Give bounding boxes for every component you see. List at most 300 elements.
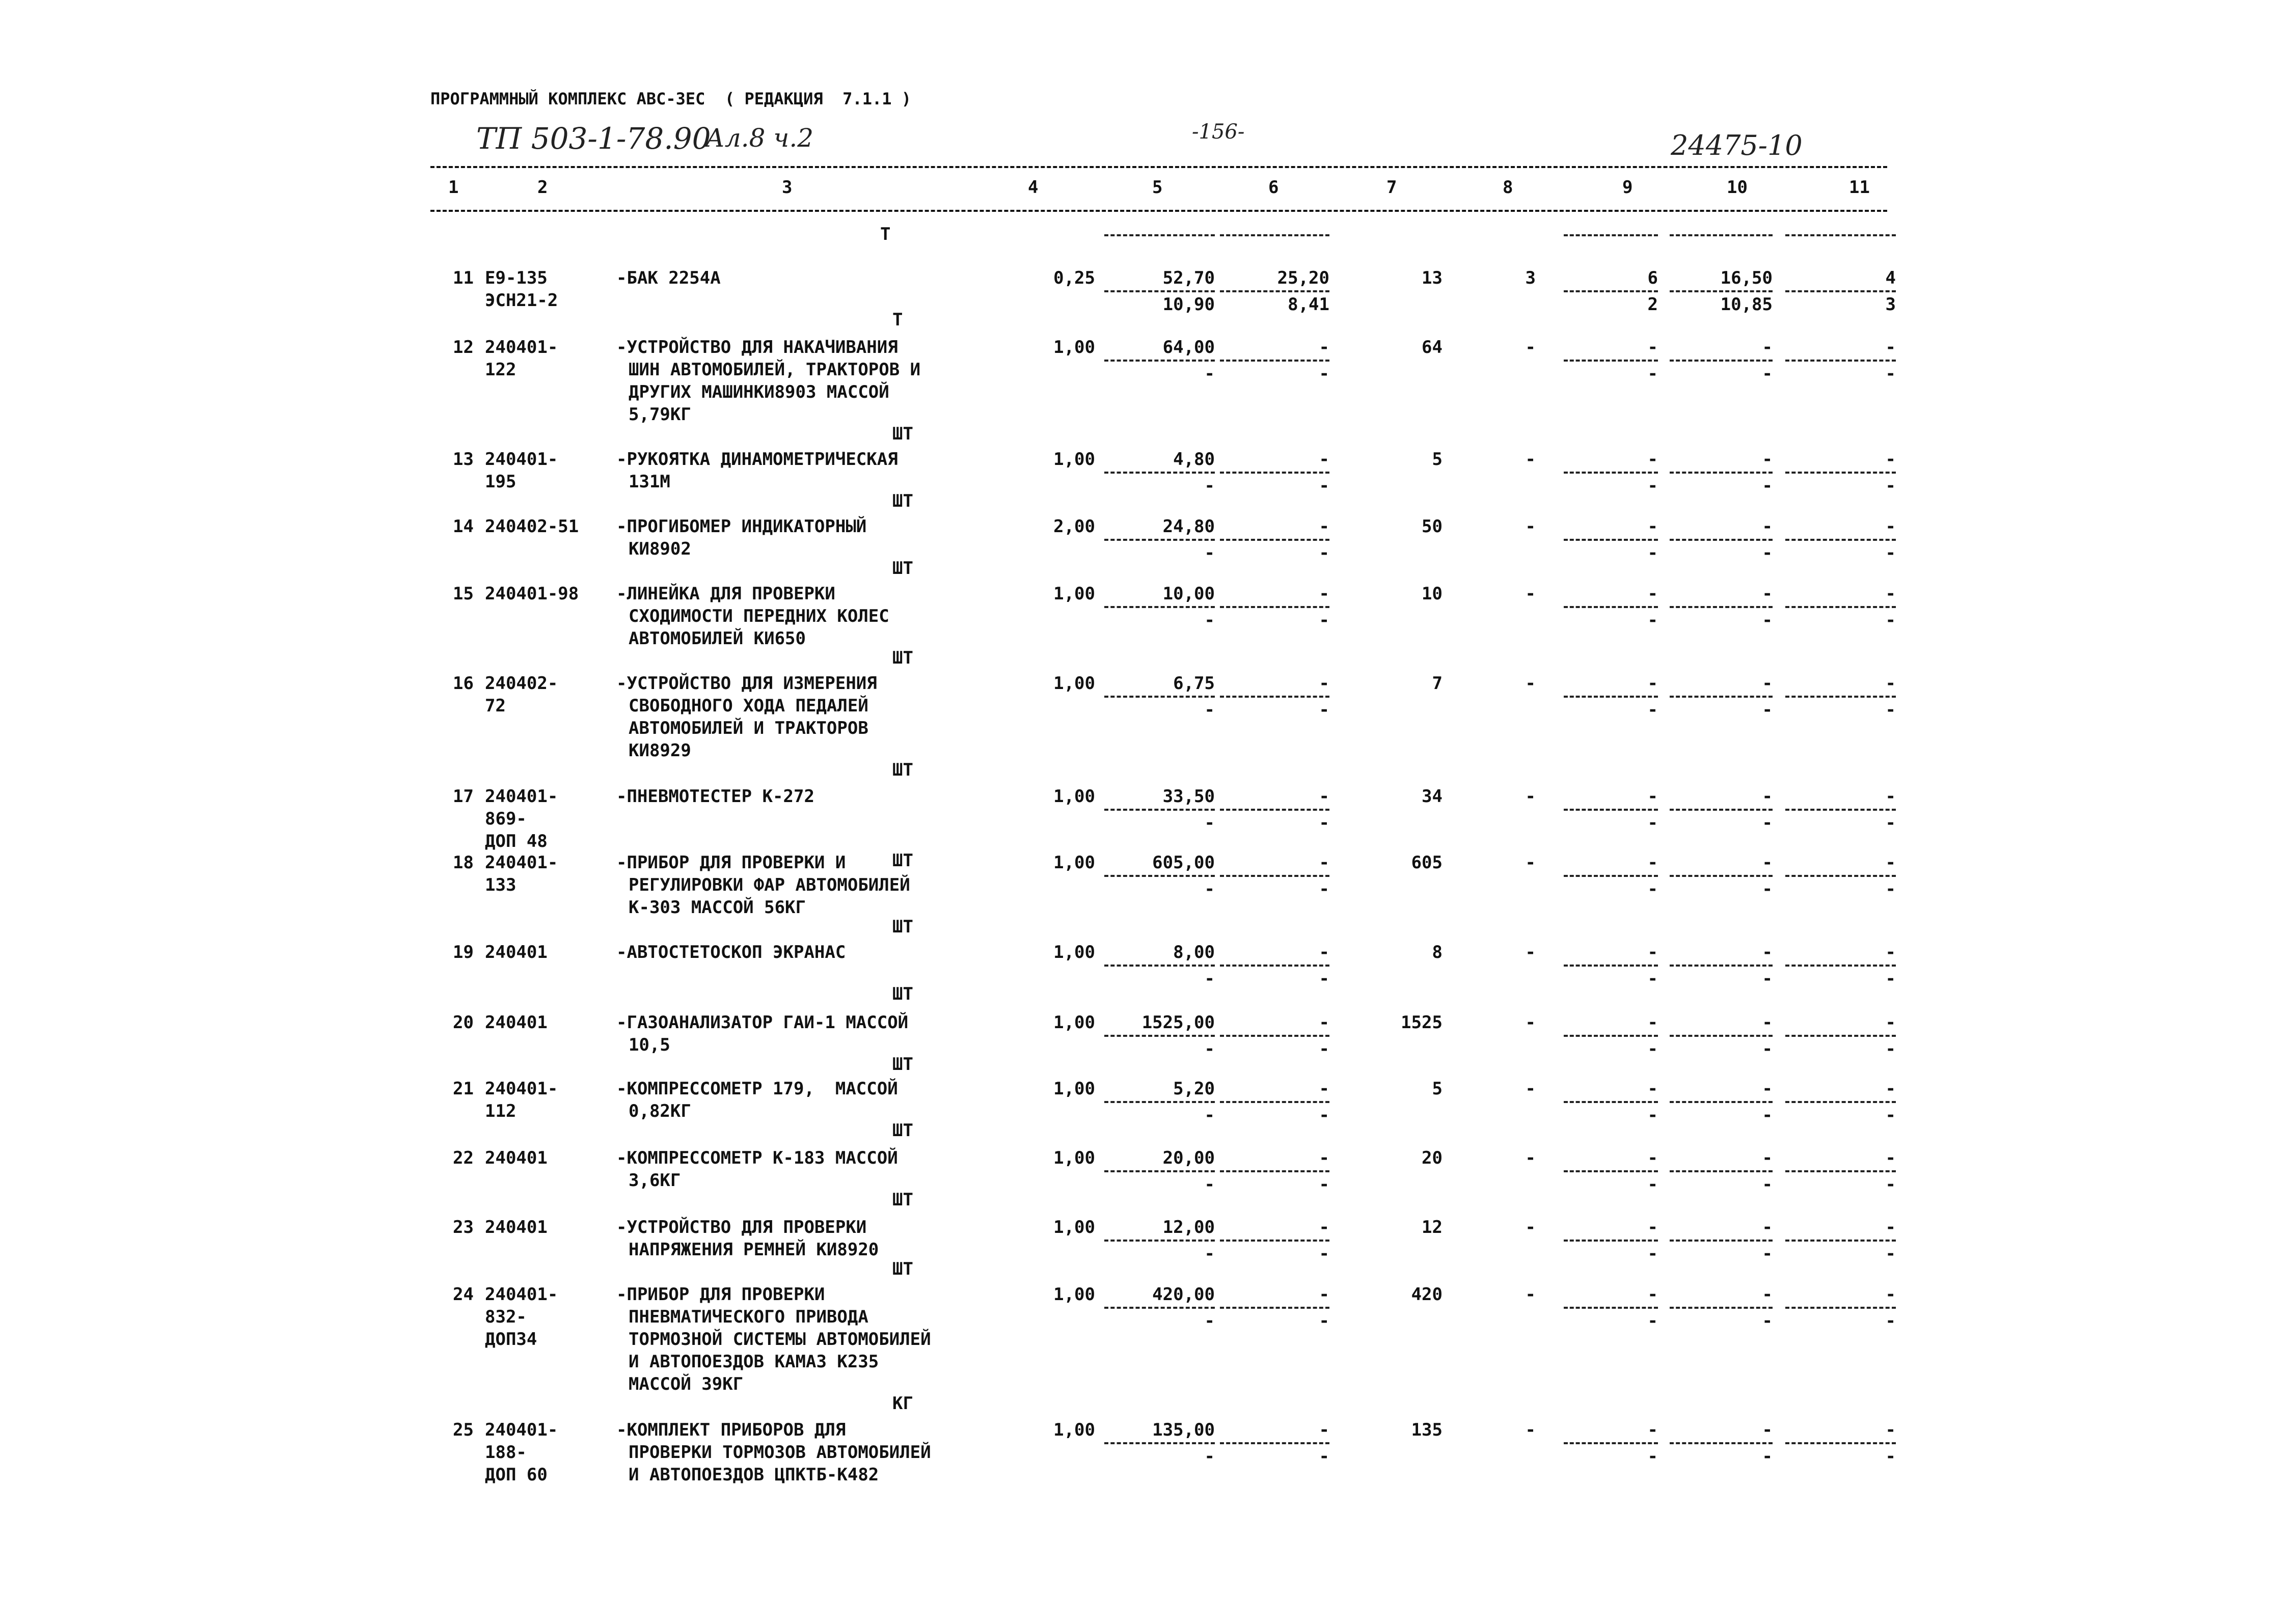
header-rule-top <box>430 166 1887 168</box>
col8-value: - <box>1525 942 1536 962</box>
col6-second: - <box>1319 1446 1329 1467</box>
col8-value: - <box>1525 1217 1536 1237</box>
col5-value: 420,00 <box>1152 1284 1215 1305</box>
dash-c9 <box>1564 539 1658 541</box>
col10-second: - <box>1762 700 1773 720</box>
unit-label: ШТ <box>892 491 913 511</box>
resource-code: Е9-135 <box>485 268 548 288</box>
resource-code: 240401- <box>485 1420 558 1440</box>
description-line: -УСТРОЙСТВО ДЛЯ НАКАЧИВАНИЯ <box>616 337 898 357</box>
col11-second: - <box>1885 1311 1896 1331</box>
col6-value: - <box>1319 449 1329 470</box>
dash-c9 <box>1564 1101 1658 1103</box>
dash-c5 <box>1104 965 1215 967</box>
dash-c9 <box>1564 809 1658 811</box>
col10-value: - <box>1762 673 1773 694</box>
row-number: 14 <box>453 516 474 537</box>
col11-value: - <box>1885 1148 1896 1168</box>
col11-second: - <box>1885 1244 1896 1264</box>
col6-value: - <box>1319 1420 1329 1440</box>
col10-value: - <box>1762 942 1773 962</box>
row-number: 15 <box>453 584 474 604</box>
description-line: СВОБОДНОГО ХОДА ПЕДАЛЕЙ <box>629 696 868 716</box>
col10-value: - <box>1762 516 1773 537</box>
col5-value: 5,20 <box>1173 1079 1215 1099</box>
description-line: -ПНЕВМОТЕСТЕР К-272 <box>616 786 814 807</box>
dash-c9 <box>1564 965 1658 967</box>
col11-value: - <box>1885 337 1896 357</box>
description-line: -КОМПРЕССОМЕТР 179, МАССОЙ <box>616 1079 898 1099</box>
col5-value: 6,75 <box>1173 673 1215 694</box>
col9-second: - <box>1647 1039 1658 1059</box>
col6-second: - <box>1319 1105 1329 1125</box>
col10-second: 10,85 <box>1720 294 1773 315</box>
dash-c6 <box>1220 606 1329 608</box>
dash-c11 <box>1785 1035 1896 1037</box>
description-line: ДРУГИХ МАШИНКИ8903 МАССОЙ <box>629 382 889 402</box>
dash-c11 <box>1785 1442 1896 1444</box>
col5-second: - <box>1204 1105 1215 1125</box>
col6-second: - <box>1319 610 1329 630</box>
col9-second: - <box>1647 1174 1658 1195</box>
resource-code: 240401 <box>485 942 548 962</box>
col11-value: - <box>1885 942 1896 962</box>
row-number: 25 <box>453 1420 474 1440</box>
dash-c10 <box>1670 360 1773 362</box>
col10-value: - <box>1762 1148 1773 1168</box>
row-number: 24 <box>453 1284 474 1305</box>
col11-value: - <box>1885 516 1896 537</box>
col5-value: 52,70 <box>1162 268 1215 288</box>
col9-value: - <box>1647 1284 1658 1305</box>
dash-c11 <box>1785 1101 1896 1103</box>
description-line: К-303 МАССОЙ 56КГ <box>629 897 806 918</box>
col11-second: - <box>1885 1039 1896 1059</box>
col8-value: - <box>1525 1079 1536 1099</box>
col11-value: - <box>1885 1284 1896 1305</box>
dash-c5 <box>1104 290 1215 292</box>
col11-value: - <box>1885 449 1896 470</box>
dash-c6 <box>1220 1240 1329 1242</box>
quantity: 1,00 <box>1053 942 1095 962</box>
dash-c5 <box>1104 1240 1215 1242</box>
unit-label: ШТ <box>892 648 913 668</box>
col5-second: - <box>1204 1174 1215 1195</box>
col9-second: - <box>1647 1105 1658 1125</box>
col5-value: 1525,00 <box>1141 1012 1215 1033</box>
resource-code: 832- <box>485 1307 527 1327</box>
col9-value: 6 <box>1647 268 1658 288</box>
col5-second: - <box>1204 813 1215 833</box>
description-line: 131М <box>629 472 670 492</box>
description-line: 3,6КГ <box>629 1170 681 1191</box>
col10-value: - <box>1762 852 1773 873</box>
col9-second: - <box>1647 610 1658 630</box>
dash-c11 <box>1785 539 1896 541</box>
col11-second: - <box>1885 543 1896 563</box>
resource-code: 240401- <box>485 852 558 873</box>
description-line: 5,79КГ <box>629 404 691 425</box>
quantity: 1,00 <box>1053 786 1095 807</box>
col6-value: - <box>1319 1148 1329 1168</box>
col6-value: - <box>1319 1217 1329 1237</box>
dash-c6 <box>1220 696 1329 698</box>
unit-label: КГ <box>892 1393 913 1414</box>
description-line: ПНЕВМАТИЧЕСКОГО ПРИВОДА <box>629 1307 868 1327</box>
col11-second: - <box>1885 476 1896 496</box>
col9-value: - <box>1647 673 1658 694</box>
resource-code: 240401 <box>485 1012 548 1033</box>
col10-value: - <box>1762 337 1773 357</box>
dash-c11 <box>1785 290 1896 292</box>
col9-value: - <box>1647 1079 1658 1099</box>
col5-second: - <box>1204 1311 1215 1331</box>
col10-second: - <box>1762 1105 1773 1125</box>
column-header-6: 6 <box>1268 177 1279 198</box>
dash-c10 <box>1670 290 1773 292</box>
dash-c10 <box>1670 1170 1773 1172</box>
unit-label: ШТ <box>892 558 913 579</box>
dash-c6 <box>1220 965 1329 967</box>
dash-c10 <box>1670 965 1773 967</box>
col9-value: - <box>1647 942 1658 962</box>
dash-c5 <box>1104 1170 1215 1172</box>
col11-second: - <box>1885 813 1896 833</box>
col5-second: - <box>1204 543 1215 563</box>
col10-value: - <box>1762 1079 1773 1099</box>
quantity: 1,00 <box>1053 673 1095 694</box>
dash-top-c6 <box>1220 234 1329 236</box>
page-number: -156- <box>1192 120 1245 144</box>
row-number: 13 <box>453 449 474 470</box>
col9-second: 2 <box>1647 294 1658 315</box>
col6-value: - <box>1319 852 1329 873</box>
description-line: -ПРИБОР ДЛЯ ПРОВЕРКИ <box>616 1284 825 1305</box>
description-line: ШИН АВТОМОБИЛЕЙ, ТРАКТОРОВ И <box>629 360 921 380</box>
description-line: МАССОЙ 39КГ <box>629 1374 744 1394</box>
col9-second: - <box>1647 364 1658 384</box>
col7-value: 135 <box>1411 1420 1443 1440</box>
col7-value: 13 <box>1422 268 1443 288</box>
col10-value: 16,50 <box>1720 268 1773 288</box>
quantity: 2,00 <box>1053 516 1095 537</box>
dash-c11 <box>1785 809 1896 811</box>
quantity: 1,00 <box>1053 337 1095 357</box>
col11-second: - <box>1885 1105 1896 1125</box>
col5-value: 33,50 <box>1162 786 1215 807</box>
resource-code: 240402-51 <box>485 516 579 537</box>
col9-value: - <box>1647 1420 1658 1440</box>
col9-value: - <box>1647 516 1658 537</box>
col7-value: 5 <box>1432 449 1443 470</box>
quantity: 0,25 <box>1053 268 1095 288</box>
col6-second: - <box>1319 1039 1329 1059</box>
resource-code: ЭСН21-2 <box>485 290 558 311</box>
col11-second: - <box>1885 610 1896 630</box>
quantity: 1,00 <box>1053 1217 1095 1237</box>
description-line: ТОРМОЗНОЙ СИСТЕМЫ АВТОМОБИЛЕЙ <box>629 1329 931 1350</box>
dash-c10 <box>1670 875 1773 877</box>
unit-label: ШТ <box>892 760 913 780</box>
unit-label: ШТ <box>892 850 913 871</box>
col6-value: - <box>1319 1284 1329 1305</box>
col8-value: 3 <box>1525 268 1536 288</box>
col7-value: 34 <box>1422 786 1443 807</box>
col5-second: - <box>1204 610 1215 630</box>
description-line: АВТОМОБИЛЕЙ И ТРАКТОРОВ <box>629 718 868 738</box>
col6-value: - <box>1319 584 1329 604</box>
col6-value: 25,20 <box>1277 268 1329 288</box>
resource-code: 195 <box>485 472 516 492</box>
col7-value: 50 <box>1422 516 1443 537</box>
unit-label: ШТ <box>892 984 913 1004</box>
inventory-number: 24475-10 <box>1671 129 1803 161</box>
dash-c6 <box>1220 290 1329 292</box>
unit-label: ШТ <box>892 424 913 444</box>
col11-value: - <box>1885 1012 1896 1033</box>
col5-second: - <box>1204 969 1215 989</box>
col11-value: - <box>1885 673 1896 694</box>
dash-c9 <box>1564 696 1658 698</box>
col6-value: - <box>1319 673 1329 694</box>
dash-c11 <box>1785 875 1896 877</box>
col8-value: - <box>1525 786 1536 807</box>
col11-second: - <box>1885 700 1896 720</box>
col5-second: - <box>1204 879 1215 899</box>
dash-c5 <box>1104 539 1215 541</box>
dash-c10 <box>1670 696 1773 698</box>
row-number: 18 <box>453 852 474 873</box>
dash-c6 <box>1220 809 1329 811</box>
col7-value: 8 <box>1432 942 1443 962</box>
resource-code: 240401- <box>485 337 558 357</box>
col7-value: 1525 <box>1401 1012 1443 1033</box>
row-number: 17 <box>453 786 474 807</box>
col8-value: - <box>1525 1284 1536 1305</box>
dash-c5 <box>1104 360 1215 362</box>
col8-value: - <box>1525 1148 1536 1168</box>
col11-value: - <box>1885 1079 1896 1099</box>
description-line: -ПРОГИБОМЕР ИНДИКАТОРНЫЙ <box>616 516 867 537</box>
dash-c9 <box>1564 472 1658 474</box>
description-line: КИ8902 <box>629 539 691 559</box>
col10-second: - <box>1762 1174 1773 1195</box>
quantity: 1,00 <box>1053 1012 1095 1033</box>
col9-value: - <box>1647 1012 1658 1033</box>
col11-value: - <box>1885 1420 1896 1440</box>
resource-code: 240401- <box>485 1079 558 1099</box>
col9-value: - <box>1647 1148 1658 1168</box>
resource-code: ДОП34 <box>485 1329 537 1350</box>
col5-value: 12,00 <box>1162 1217 1215 1237</box>
column-header-8: 8 <box>1503 177 1513 198</box>
col5-second: - <box>1204 476 1215 496</box>
col8-value: - <box>1525 1012 1536 1033</box>
resource-code: 122 <box>485 360 516 380</box>
dash-c9 <box>1564 1442 1658 1444</box>
dash-c11 <box>1785 1240 1896 1242</box>
col7-value: 20 <box>1422 1148 1443 1168</box>
description-line: АВТОМОБИЛЕЙ КИ650 <box>629 628 806 649</box>
col10-value: - <box>1762 1420 1773 1440</box>
header-rule-bottom <box>430 210 1887 212</box>
quantity: 1,00 <box>1053 584 1095 604</box>
col6-value: - <box>1319 1079 1329 1099</box>
col9-second: - <box>1647 543 1658 563</box>
col11-value: - <box>1885 584 1896 604</box>
quantity: 1,00 <box>1053 1148 1095 1168</box>
unit-label: Т <box>892 310 903 330</box>
row-number: 11 <box>453 268 474 288</box>
col5-second: - <box>1204 1446 1215 1467</box>
col10-second: - <box>1762 1244 1773 1264</box>
col6-second: - <box>1319 813 1329 833</box>
col10-second: - <box>1762 476 1773 496</box>
column-header-2: 2 <box>537 177 548 198</box>
column-header-1: 1 <box>448 177 459 198</box>
description-line: -АВТОСТЕТОСКОП ЭКРАНАС <box>616 942 846 962</box>
col7-value: 64 <box>1422 337 1443 357</box>
dash-c9 <box>1564 290 1658 292</box>
quantity: 1,00 <box>1053 449 1095 470</box>
col6-value: - <box>1319 337 1329 357</box>
col6-value: - <box>1319 516 1329 537</box>
col7-value: 420 <box>1411 1284 1443 1305</box>
dash-c9 <box>1564 875 1658 877</box>
dash-c6 <box>1220 1101 1329 1103</box>
dash-c6 <box>1220 360 1329 362</box>
column-header-4: 4 <box>1028 177 1039 198</box>
description-line: -УСТРОЙСТВО ДЛЯ ИЗМЕРЕНИЯ <box>616 673 877 694</box>
column-header-11: 11 <box>1849 177 1870 198</box>
col6-second: - <box>1319 364 1329 384</box>
description-line: -ГАЗОАНАЛИЗАТОР ГАИ-1 МАССОЙ <box>616 1012 909 1033</box>
col10-second: - <box>1762 543 1773 563</box>
column-header-7: 7 <box>1386 177 1397 198</box>
col10-second: - <box>1762 1039 1773 1059</box>
col6-second: - <box>1319 1311 1329 1331</box>
col10-second: - <box>1762 364 1773 384</box>
col9-second: - <box>1647 879 1658 899</box>
description-line: -БАК 2254А <box>616 268 721 288</box>
col6-second: - <box>1319 543 1329 563</box>
dash-c5 <box>1104 875 1215 877</box>
dash-c10 <box>1670 539 1773 541</box>
resource-code: ДОП 60 <box>485 1465 548 1485</box>
dash-c9 <box>1564 1170 1658 1172</box>
row-number: 23 <box>453 1217 474 1237</box>
dash-c5 <box>1104 809 1215 811</box>
unit-label: ШТ <box>892 1259 913 1279</box>
description-line: -ЛИНЕЙКА ДЛЯ ПРОВЕРКИ <box>616 584 835 604</box>
col5-value: 8,00 <box>1173 942 1215 962</box>
description-line: 0,82КГ <box>629 1101 691 1121</box>
col5-second: - <box>1204 364 1215 384</box>
col10-value: - <box>1762 786 1773 807</box>
resource-code: 240401 <box>485 1217 548 1237</box>
col10-value: - <box>1762 1012 1773 1033</box>
col10-second: - <box>1762 610 1773 630</box>
dash-c5 <box>1104 1307 1215 1309</box>
resource-code: 240401-98 <box>485 584 579 604</box>
col9-second: - <box>1647 969 1658 989</box>
row-number: 12 <box>453 337 474 357</box>
col10-value: - <box>1762 584 1773 604</box>
dash-c11 <box>1785 360 1896 362</box>
col9-second: - <box>1647 700 1658 720</box>
dash-c5 <box>1104 472 1215 474</box>
col5-value: 135,00 <box>1152 1420 1215 1440</box>
col10-second: - <box>1762 1446 1773 1467</box>
doc-code: ТП 503-1-78.90 <box>476 121 711 156</box>
dash-c6 <box>1220 1170 1329 1172</box>
col11-value: - <box>1885 1217 1896 1237</box>
col9-second: - <box>1647 813 1658 833</box>
dash-c9 <box>1564 360 1658 362</box>
quantity: 1,00 <box>1053 852 1095 873</box>
description-line: -КОМПЛЕКТ ПРИБОРОВ ДЛЯ <box>616 1420 846 1440</box>
quantity: 1,00 <box>1053 1079 1095 1099</box>
col8-value: - <box>1525 673 1536 694</box>
description-line: 10,5 <box>629 1035 670 1055</box>
col6-value: - <box>1319 942 1329 962</box>
row-number: 16 <box>453 673 474 694</box>
col11-second: - <box>1885 1446 1896 1467</box>
col9-value: - <box>1647 1217 1658 1237</box>
col9-value: - <box>1647 786 1658 807</box>
dash-c10 <box>1670 1240 1773 1242</box>
dash-c5 <box>1104 1101 1215 1103</box>
dash-c11 <box>1785 472 1896 474</box>
col7-value: 7 <box>1432 673 1443 694</box>
col6-second: 8,41 <box>1288 294 1329 315</box>
description-line: И АВТОПОЕЗДОВ ЦПКТБ-К482 <box>629 1465 879 1485</box>
unit-label: ШТ <box>892 1190 913 1210</box>
row-number: 22 <box>453 1148 474 1168</box>
col11-second: - <box>1885 364 1896 384</box>
col6-second: - <box>1319 1244 1329 1264</box>
col7-value: 605 <box>1411 852 1443 873</box>
resource-code: 72 <box>485 696 506 716</box>
col10-second: - <box>1762 879 1773 899</box>
description-line: НАПРЯЖЕНИЯ РЕМНЕЙ КИ8920 <box>629 1240 879 1260</box>
unit-label: ШТ <box>892 917 913 937</box>
description-line: -ПРИБОР ДЛЯ ПРОВЕРКИ И <box>616 852 846 873</box>
unit-label: ШТ <box>892 1120 913 1141</box>
col6-second: - <box>1319 969 1329 989</box>
col6-second: - <box>1319 476 1329 496</box>
col10-second: - <box>1762 813 1773 833</box>
col5-value: 10,00 <box>1162 584 1215 604</box>
column-header-5: 5 <box>1152 177 1163 198</box>
col5-value: 20,00 <box>1162 1148 1215 1168</box>
sheet-note: Ал.8 ч.2 <box>705 123 814 153</box>
dash-c5 <box>1104 1035 1215 1037</box>
description-line: КИ8929 <box>629 740 691 761</box>
resource-code: 188- <box>485 1442 527 1463</box>
col10-value: - <box>1762 1217 1773 1237</box>
col7-value: 12 <box>1422 1217 1443 1237</box>
resource-code: 112 <box>485 1101 516 1121</box>
dash-c5 <box>1104 696 1215 698</box>
col8-value: - <box>1525 852 1536 873</box>
dash-c11 <box>1785 965 1896 967</box>
col9-second: - <box>1647 1311 1658 1331</box>
row-number: 21 <box>453 1079 474 1099</box>
col6-value: - <box>1319 786 1329 807</box>
description-line: И АВТОПОЕЗДОВ КАМАЗ К235 <box>629 1352 879 1372</box>
dash-c9 <box>1564 606 1658 608</box>
